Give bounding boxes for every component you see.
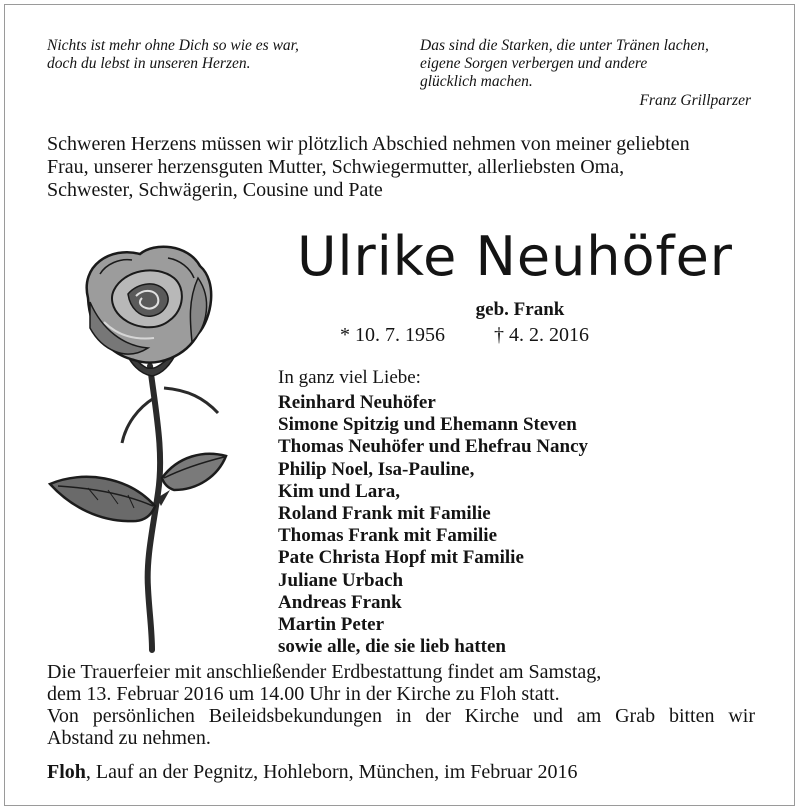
list-item: Juliane Urbach xyxy=(278,569,404,591)
intro-line: Schweren Herzens müssen wir plötzlich Abschied nehmen von meiner geliebten xyxy=(47,133,690,155)
quote-author: Franz Grillparzer xyxy=(639,92,751,109)
funeral-info xyxy=(47,661,755,749)
funeral-line: Von persönlichen Beileidsbekundungen in der Kirche und am Grab bitten wir xyxy=(47,705,755,727)
list-item: sowie alle, die sie lieb hatten xyxy=(278,636,506,658)
footer-place-rest: , Lauf an der Pegnitz, Hohleborn, München, im Februar 2016 xyxy=(85,761,578,783)
funeral-line: Die Trauerfeier mit anschließender Erdbestattung findet am Samstag, xyxy=(47,661,602,683)
list-item: Andreas Frank xyxy=(278,591,402,613)
list-item: Roland Frank mit Familie xyxy=(278,503,491,525)
list-item: Pate Christa Hopf mit Familie xyxy=(278,547,524,569)
quote-right xyxy=(420,37,760,110)
footer-place-bold: Floh xyxy=(47,761,86,783)
quote-left-line: doch du lebst in unseren Herzen. xyxy=(47,55,251,72)
intro-text xyxy=(47,133,755,202)
quote-left-line: Nichts ist mehr ohne Dich so wie es war, xyxy=(47,37,299,54)
mourners-list xyxy=(278,392,588,658)
quote-left xyxy=(47,37,377,73)
list-item: Kim und Lara, xyxy=(278,480,400,502)
list-item: Martin Peter xyxy=(278,614,385,636)
footer-places xyxy=(47,760,755,784)
quote-right-line: Das sind die Starken, die unter Tränen lachen, xyxy=(420,37,709,54)
list-item: Thomas Frank mit Familie xyxy=(278,525,498,547)
rose-icon xyxy=(28,238,268,658)
list-item: Thomas Neuhöfer und Ehefrau Nancy xyxy=(278,436,589,458)
intro-line: Schwester, Schwägerin, Cousine und Pate xyxy=(47,179,383,201)
mourners-heading: In ganz viel Liebe: xyxy=(278,367,421,388)
list-item: Philip Noel, Isa-Pauline, xyxy=(278,458,475,480)
funeral-line: Abstand zu nehmen. xyxy=(47,727,211,749)
death-date: † 4. 2. 2016 xyxy=(494,324,589,346)
intro-line: Frau, unserer herzensguten Mutter, Schwiegermutter, allerliebsten Oma, xyxy=(47,156,625,178)
maiden-name: geb. Frank xyxy=(475,299,565,320)
birth-date: * 10. 7. 1956 xyxy=(340,324,445,346)
life-dates xyxy=(340,323,589,347)
quote-right-line: glücklich machen. xyxy=(420,73,533,90)
funeral-line: dem 13. Februar 2016 um 14.00 Uhr in der Kirche zu Floh statt. xyxy=(47,683,560,705)
quote-right-line: eigene Sorgen verbergen und andere xyxy=(420,55,648,72)
list-item: Reinhard Neuhöfer xyxy=(278,392,436,413)
deceased-name: Ulrike Neuhöfer xyxy=(296,225,733,288)
list-item: Simone Spitzig und Ehemann Steven xyxy=(278,414,577,436)
